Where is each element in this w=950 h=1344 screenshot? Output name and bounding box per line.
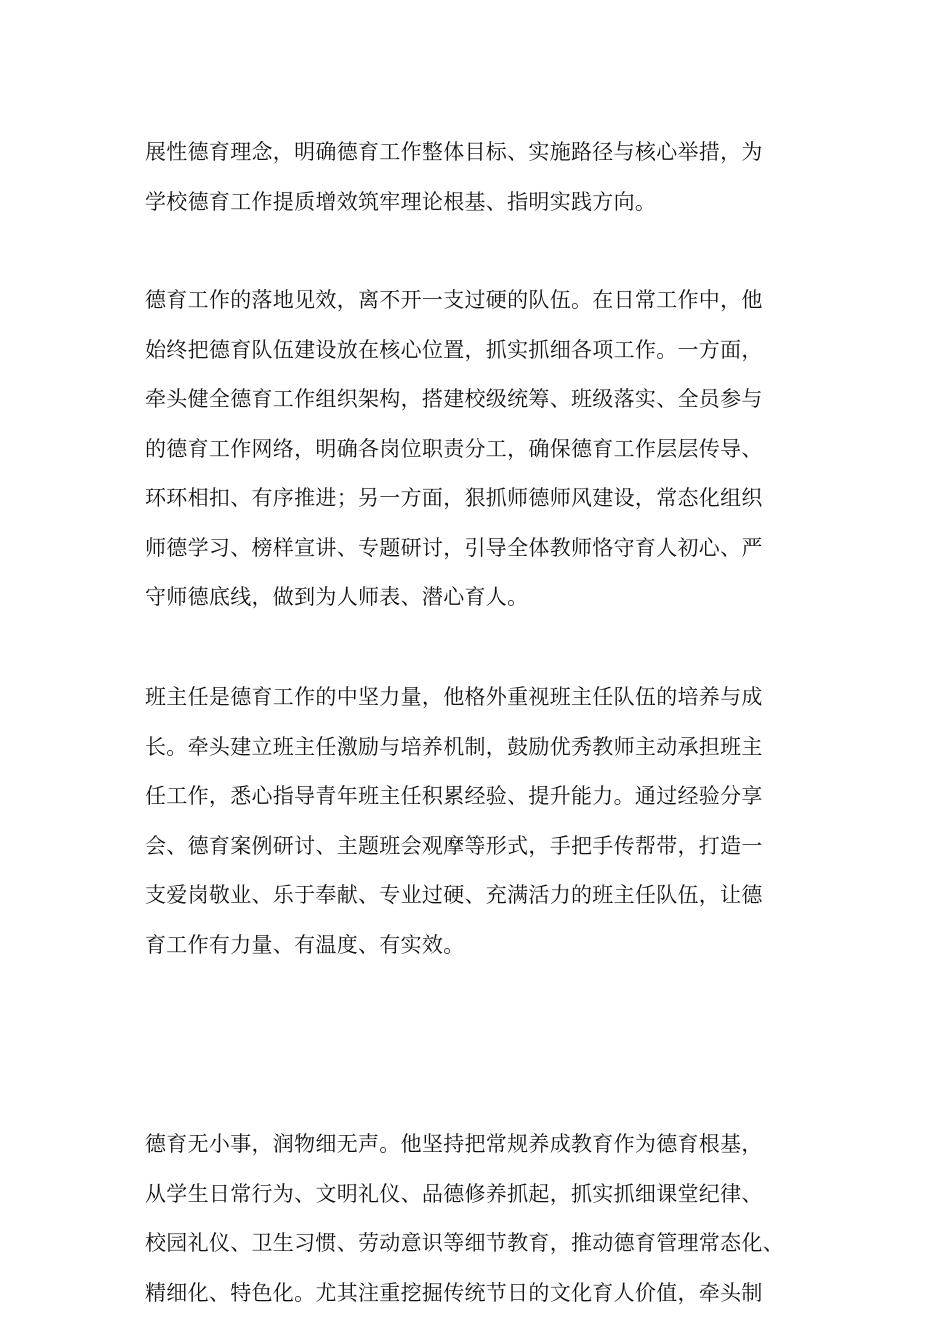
text-line: 牵头健全德育工作组织架构，搭建校级统筹、班级落实、全员参与 xyxy=(145,387,763,411)
text-line: 的德育工作网络，明确各岗位职责分工，确保德育工作层层传导、 xyxy=(145,436,763,461)
text-line: 支爱岗敬业、乐于奉献、专业过硬、充满活力的班主任队伍，让德 xyxy=(145,883,763,907)
text-line: 守师德底线，做到为人师表、潜心育人。 xyxy=(145,585,529,609)
paragraph-4 xyxy=(145,1120,845,1318)
text-line: 班主任是德育工作的中坚力量，他格外重视班主任队伍的培养与成 xyxy=(145,685,763,709)
text-line: 校园礼仪、卫生习惯、劳动意识等细节教育，推动德育管理常态化、 xyxy=(145,1231,784,1255)
text-line: 环环相扣、有序推进；另一方面，狠抓师德师风建设，常态化组织 xyxy=(145,486,763,510)
text-line: 德育工作的落地见效，离不开一支过硬的队伍。在日常工作中，他 xyxy=(145,288,763,312)
text-line: 学校德育工作提质增效筑牢理论根基、指明实践方向。 xyxy=(145,189,657,214)
text-line: 始终把德育队伍建设放在核心位置，抓实抓细各项工作。一方面， xyxy=(145,337,763,362)
text-line: 长。牵头建立班主任激励与培养机制，鼓励优秀教师主动承担班主 xyxy=(145,734,763,759)
paragraph-3 xyxy=(145,673,845,970)
text-line: 从学生日常行为、文明礼仪、品德修养抓起，抓实抓细课堂纪律、 xyxy=(145,1181,763,1206)
text-line: 任工作，悉心指导青年班主任积累经验、提升能力。通过经验分享 xyxy=(145,784,763,808)
text-line: 精细化、特色化。尤其注重挖掘传统节日的文化育人价值，牵头制 xyxy=(145,1280,763,1305)
text-line: 展性德育理念，明确德育工作整体目标、实施路径与核心举措，为 xyxy=(145,140,763,164)
text-line: 德育无小事，润物细无声。他坚持把常规养成教育作为德育根基， xyxy=(145,1132,763,1156)
paragraph-1 xyxy=(145,128,845,227)
text-line: 师德学习、榜样宣讲、专题研讨，引导全体教师恪守育人初心、严 xyxy=(145,535,763,560)
text-line: 会、德育案例研讨、主题班会观摩等形式，手把手传帮带，打造一 xyxy=(145,833,763,858)
paragraph-2 xyxy=(145,276,845,623)
text-line: 育工作有力量、有温度、有实效。 xyxy=(145,932,465,957)
